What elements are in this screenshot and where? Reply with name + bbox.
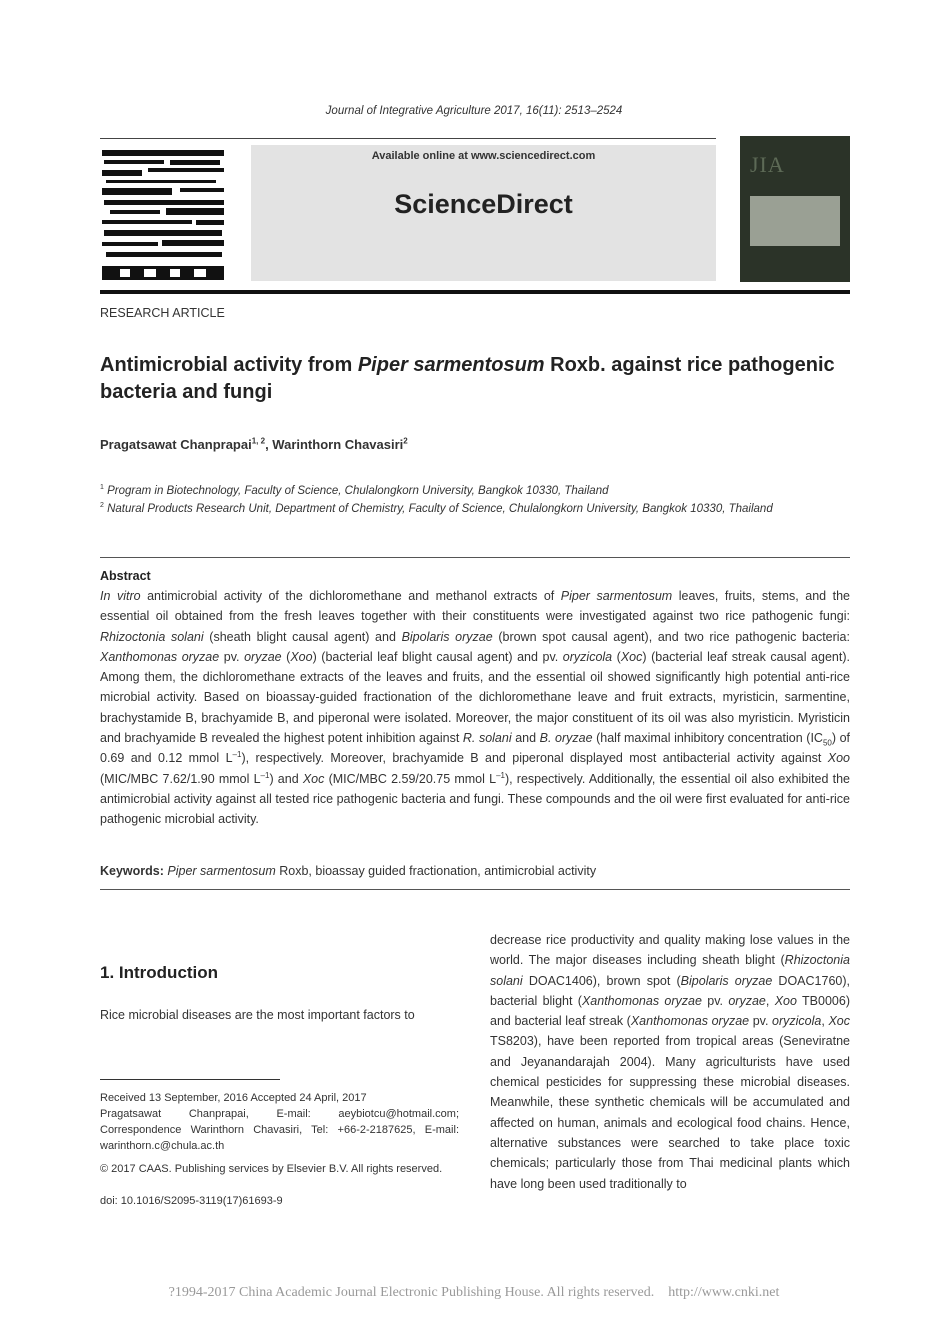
abstract-body: In vitro antimicrobial activity of the dichloromethane and methanol extracts of Piper sarmentosum leaves, fruits, stems, and the essential oil obtained from the fresh leaves together with their constituents were investigated against two rice pathogenic fungi: Rhizoctonia solani (sheath blight causal agent) and Bipolaris oryzae (brown spot causal agent), and two rice pathogenic bacteria: Xanthomonas oryzae pv. oryzae (Xoo) (bacterial leaf blight causal agent) and pv. oryzicola (Xoc) (bacterial leaf streak causal agent). Among them, the dichloromethane extracts of the leaves and fruits, and the essential oil showed significantly high potential anti-rice microbial activity. Based on bioassay-guided fractionation of the dichloromethane leave and fruit extracts, myristicin, sarmentine, brachystamide B, brachyamide B, and piperonal were isolated. Moreover, the major constituent of its oil was also myristicin. Myristicin and brachyamide B revealed the highest potent inhibition against R. solani and B. oryzae (half maximal inhibitory concentration $(IC_{50})$ of 0.69 and 0.12 mmol $L^{-1}$), respectively. Moreover, brachyamide B and piperonal displayed most antibacterial activity against Xoo (MIC/MBC 7.62/1.90 mmol $L^{-1}$) and Xoc (MIC/MBC 2.59/20.75 mmol $L^{-1}$), respectively. Additionally, the essential oil also exhibited the antimicrobial activity against all tested rice pathogenic bacteria and fungi. These compounds and the oil were first evaluated for anti-rice pathogenic microbial activity. bbox=[100, 589, 851, 827]
affiliation-2: $^2$ Natural Products Research Unit, Department of Chemistry, Faculty of Science, Chulalongkorn University, Bangkok 10330, Thailand bbox=[100, 502, 773, 515]
cover-title: JIA bbox=[750, 152, 785, 177]
footnote-received: Received 13 September, 2016 Accepted 24 April, 2017 bbox=[100, 1092, 367, 1104]
journal-cover-image bbox=[740, 136, 850, 282]
cover-photo bbox=[750, 196, 840, 246]
header-rule bbox=[100, 138, 716, 139]
article-type: RESEARCH ARTICLE bbox=[100, 306, 225, 320]
sciencedirect-banner bbox=[251, 145, 716, 281]
author-list: Pragatsawat Chanprapai$^{1, 2}$, Warinthorn Chavasiri$^2$ bbox=[100, 436, 408, 452]
footnote-copyright: © 2017 CAAS. Publishing services by Elsevier B.V. All rights reserved. bbox=[100, 1163, 443, 1175]
keywords-bottom-rule bbox=[100, 889, 850, 890]
footnote-contact: Pragatsawat Chanprapai, E-mail: aeybiotcu@hotmail.com; Correspondence Warinthorn Chavasiri, Tel: +66-2-2187625, E-mail: warinthorn.c@chula.ac.th bbox=[100, 1108, 459, 1152]
intro-left-text: Rice microbial diseases are the most important factors to bbox=[100, 1008, 415, 1022]
section-heading-introduction: 1. Introduction bbox=[100, 963, 219, 982]
sciencedirect-title: ScienceDirect bbox=[394, 189, 573, 219]
elsevier-logo bbox=[100, 148, 226, 282]
cnki-footer: ?1994-2017 China Academic Journal Electronic Publishing House. All rights reserved. http://www.cnki.net bbox=[168, 1285, 780, 1300]
keywords: Keywords: Piper sarmentosum Roxb, bioassay guided fractionation, antimicrobial activity bbox=[100, 864, 597, 878]
article-title: Antimicrobial activity from Piper sarmentosum Roxb. against rice pathogenic bacteria and fungi bbox=[100, 354, 835, 403]
cnki-url[interactable]: http://www.cnki.net bbox=[668, 1285, 780, 1300]
abstract-top-rule bbox=[100, 557, 850, 558]
abstract-heading: Abstract bbox=[100, 569, 151, 583]
available-online-text: Available online at www.sciencedirect.com bbox=[371, 150, 596, 162]
header-thick-rule bbox=[100, 290, 850, 294]
footnote-rule bbox=[100, 1079, 280, 1080]
intro-right-text: decrease rice productivity and quality making lose values in the world. The major diseases including sheath blight (Rhizoctonia solani DOAC1406), brown spot (Bipolaris oryzae DOAC1760), bacterial blight (Xanthomonas oryzae pv. oryzae, Xoo TB0006) and bacterial leaf streak (Xanthomonas oryzae pv. oryzicola, Xoc TS8203), have been reported from tropical areas (Seneviratne and Jeyanandarajah 2004). Many agriculturists have used chemical pesticides for suppressing these microbial diseases. Meanwhile, these synthetic chemicals will be accumulated and affected on human, animals and ecological food chains. Hence, alternative substances were searched to take place toxic chemicals; particularly those from Thai medicinal plants which have long been used traditionally to bbox=[490, 933, 850, 1191]
footnote-doi: doi: 10.1016/S2095-3119(17)61693-9 bbox=[100, 1195, 283, 1207]
journal-citation: Journal of Integrative Agriculture 2017, 16(11): 2513–2524 bbox=[325, 105, 623, 117]
affiliation-1: $^1$ Program in Biotechnology, Faculty of Science, Chulalongkorn University, Bangkok 10330, Thailand bbox=[100, 484, 609, 497]
